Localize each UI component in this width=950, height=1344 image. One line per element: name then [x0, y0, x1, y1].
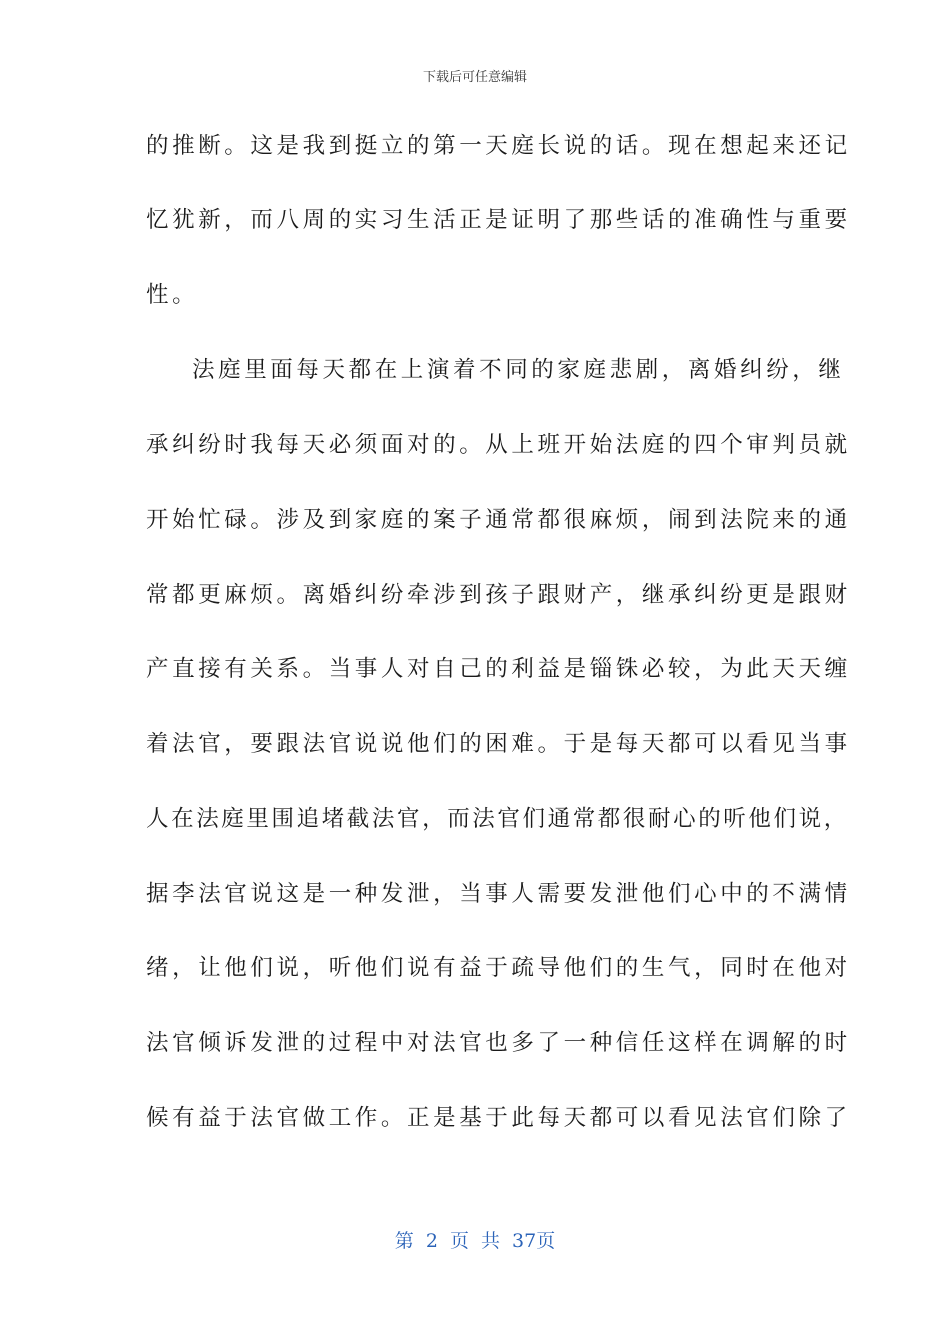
text-line: 绪，让他们说，听他们说有益于疏导他们的生气，同时在他对: [146, 955, 851, 981]
text-line: 产直接有关系。当事人对自己的利益是锱铢必较，为此天天缠: [146, 656, 851, 682]
text-line: 人在法庭里围追堵截法官，而法官们通常都很耐心的听他们说，: [146, 806, 849, 832]
page-header: 下载后可任意编辑: [422, 70, 527, 85]
text-line: 候有益于法官做工作。正是基于此每天都可以看见法官们除了: [146, 1105, 851, 1131]
text-line: 常都更麻烦。离婚纠纷牵涉到孩子跟财产，继承纠纷更是跟财: [146, 582, 851, 608]
text-line: 性。: [146, 282, 199, 308]
text-line: 着法官，要跟法官说说他们的困难。于是每天都可以看见当事: [146, 731, 851, 757]
page-number-footer: 第 2 页 共 37页: [394, 1230, 556, 1252]
paragraph-first-line: 法庭里面每天都在上演着不同的家庭悲剧，离婚纠纷，继: [192, 357, 845, 383]
text-line: 承纠纷时我每天必须面对的。从上班开始法庭的四个审判员就: [146, 432, 851, 458]
text-line: 法官倾诉发泄的过程中对法官也多了一种信任这样在调解的时: [146, 1030, 851, 1056]
text-line: 开始忙碌。涉及到家庭的案子通常都很麻烦，闹到法院来的通: [146, 507, 851, 533]
text-line: 的推断。这是我到挺立的第一天庭长说的话。现在想起来还记: [146, 133, 851, 159]
text-line: 忆犹新，而八周的实习生活正是证明了那些话的准确性与重要: [146, 207, 851, 233]
text-line: 据李法官说这是一种发泄，当事人需要发泄他们心中的不满情: [146, 881, 851, 907]
